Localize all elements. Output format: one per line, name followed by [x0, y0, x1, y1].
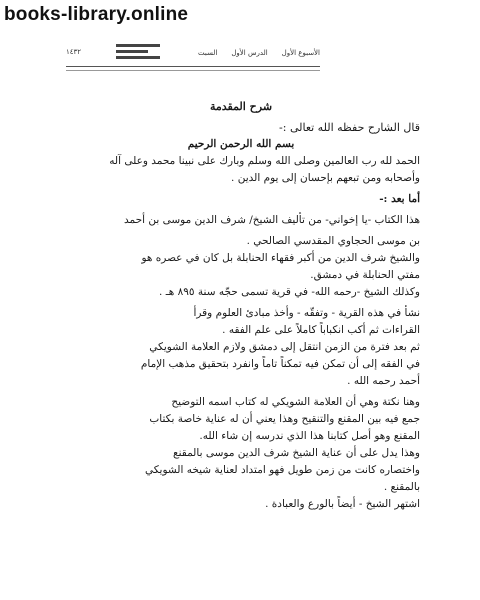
text-line: في الفقه إلى أن تمكن فيه تمكناً تاماً وانفرد بتحقيق مذهب الإمام — [140, 358, 420, 370]
text-line: وهذا يدل على أن عناية الشيخ شرف الدين موسى بالمقنع — [173, 447, 420, 459]
header-week: الأسبوع الأول — [281, 49, 320, 57]
text-line: اشتهر الشيخ - أيضاً بالورع والعبادة . — [265, 498, 420, 510]
text-line: بن موسى الحجاوي المقدسي الصالحي . — [246, 235, 420, 247]
text-line: وكذلك الشيخ -رحمه الله- في قرية تسمى حجّه سنة ٨٩٥ هـ . — [159, 286, 420, 298]
header-logo-block — [116, 44, 160, 62]
basmala: بسم الله الرحمن الرحيم — [187, 138, 295, 150]
text-line: الحمد لله رب العالمين وصلى الله وسلم وبارك على نبينا محمد وعلى آله — [109, 155, 420, 167]
text-line: القراءات ثم أكب انكباباً كاملاً على علم الفقه . — [222, 324, 420, 336]
header-row — [190, 46, 320, 60]
text-line: قال الشارح حفظه الله تعالى :- — [279, 121, 420, 134]
text-line: وهنا نكتة وهي أن العلامة الشويكي له كتاب اسمه التوضيح — [171, 396, 420, 408]
header-code: ١٤٣٢ — [66, 48, 82, 56]
text-line: نشأ في هذه القرية - وتفقّه - وأخذ مبادئ العلوم وقرأ — [193, 307, 420, 319]
text-line: هذا الكتاب -يا إخواني- من تأليف الشيخ/ شرف الدين موسى بن أحمد — [124, 214, 420, 226]
text-line: أحمد رحمه الله . — [347, 375, 420, 387]
text-line: وأصحابه ومن تبعهم بإحسان إلى يوم الدين . — [231, 172, 420, 184]
text-line: مفتي الحنابلة في دمشق. — [310, 269, 420, 281]
text-line: بالمقنع . — [383, 481, 420, 493]
text-line: واختصاره كانت من زمن طويل فهو امتداد لعناية شيخه الشويكي — [145, 464, 420, 476]
header-rule-secondary — [66, 70, 320, 71]
header-day: السبت — [198, 49, 218, 57]
text-line: والشيخ شرف الدين من أكبر فقهاء الحنابلة بل كان في عصره هو — [141, 252, 420, 264]
text-line: أما بعد :- — [379, 193, 420, 205]
header-lesson: الدرس الأول — [231, 49, 268, 57]
text-line: جمع فيه بين المقنع والتنقيح وهذا يعني أن له عناية خاصة بكتاب — [149, 413, 420, 425]
document-body — [62, 98, 420, 513]
site-watermark: books-library.online — [4, 4, 189, 25]
text-line: ثم بعد فترة من الزمن انتقل إلى دمشق ولازم العلامة الشويكي — [149, 341, 420, 353]
header-rule — [66, 66, 320, 67]
text-line: المقنع وهو أصل كتابنا هذا الذي ندرسه إن شاء الله. — [199, 430, 420, 442]
document-title: شرح المقدمة — [209, 100, 273, 113]
